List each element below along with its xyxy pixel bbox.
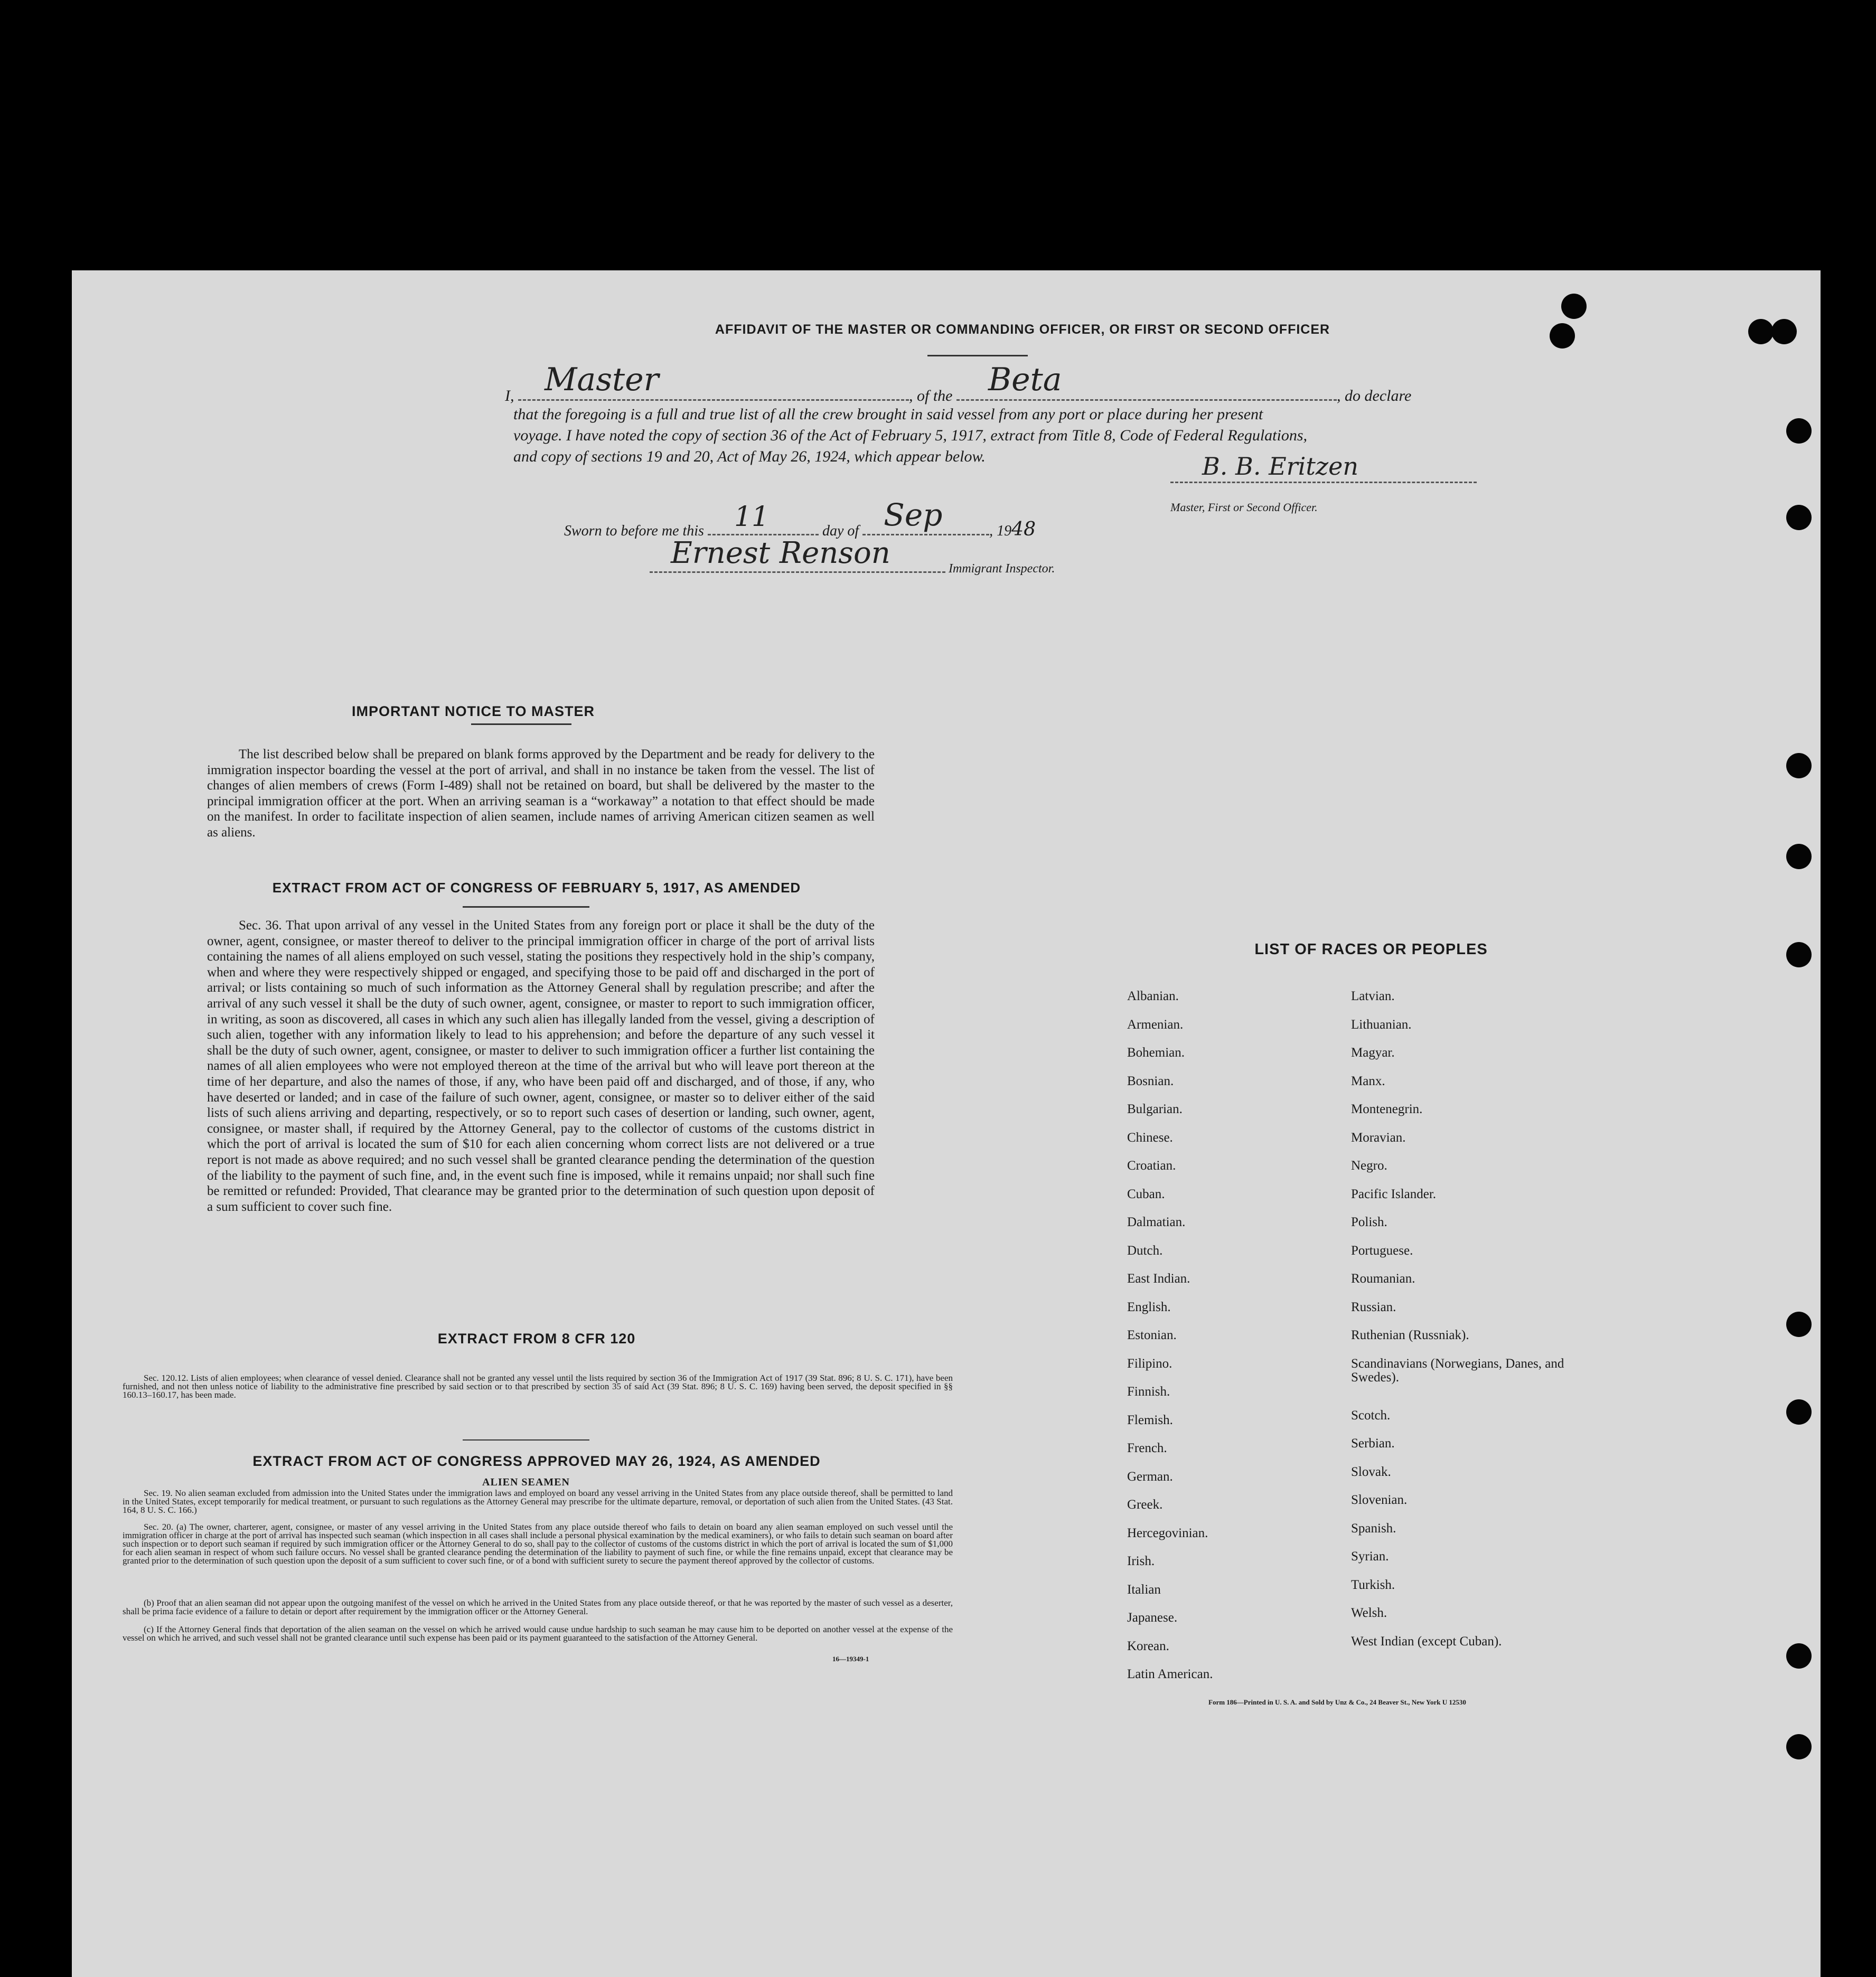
- divider: [471, 723, 571, 725]
- sworn-line: Sworn to before me this 11 day of Sep , 1948: [564, 497, 1036, 540]
- notice-title: IMPORTANT NOTICE TO MASTER: [352, 703, 595, 719]
- race-item: Russian.: [1351, 1300, 1396, 1314]
- race-item: Irish.: [1127, 1554, 1155, 1568]
- day-of-label: day of: [822, 523, 859, 539]
- race-item: Latin American.: [1127, 1667, 1213, 1681]
- officer-field: [518, 361, 909, 401]
- officer-signature-field: [1170, 452, 1477, 483]
- binder-hole: [1786, 942, 1812, 967]
- inspector-signature-field: [650, 536, 945, 573]
- divider: [927, 355, 1028, 356]
- declaration-body-1: that the foregoing is a full and true list of all the crew brought in said vessel from any port or place during her present: [513, 406, 1263, 423]
- race-item: Serbian.: [1351, 1436, 1395, 1451]
- race-item: Croatian.: [1127, 1159, 1176, 1173]
- race-item: Turkish.: [1351, 1577, 1395, 1592]
- extract-1924-sec19: Sec. 19. No alien seaman excluded from admission into the United States under the immigration laws and employed on board any vessel arriving in the United States from any place outside thereof, shall be permitted to land in the United States, except temporarily for medical treatment, or pursuant to such regulations as the Attorney General may prescribe for the ultimate departure, removal, or deportation of such alien from the United States. (43 Stat. 164, 8 U. S. C. 166.): [123, 1488, 953, 1515]
- extract-1924-sec20b: (b) Proof that an alien seaman did not appear upon the outgoing manifest of the vessel on which he arrived in the United States from any place outside thereof, or that he was reported by the master of such vessel as a deserter, shall be prima facie evidence of a failure to detain or deport after requirement by the immigration officer or the Attorney General.: [123, 1598, 953, 1616]
- officer-signature: B. B. Eritzen: [1202, 452, 1358, 481]
- race-item: Bosnian.: [1127, 1074, 1174, 1088]
- inspector-label: Immigrant Inspector.: [949, 562, 1055, 576]
- race-item: Latvian.: [1351, 989, 1395, 1003]
- year-handwritten: 48: [1011, 519, 1036, 540]
- officer-handwritten: Master: [545, 361, 659, 398]
- race-item: Slovenian.: [1351, 1493, 1408, 1507]
- day-field: [708, 501, 819, 535]
- race-item: Roumanian.: [1351, 1272, 1415, 1286]
- race-item: Pacific Islander.: [1351, 1187, 1437, 1201]
- race-item: Armenian.: [1127, 1017, 1184, 1032]
- race-item: Finnish.: [1127, 1385, 1170, 1399]
- declaration-body-2: voyage. I have noted the copy of section 36 of the Act of February 5, 1917, extract from Title 8, Code of Federal Regulations,: [513, 427, 1308, 444]
- race-item: Syrian.: [1351, 1549, 1389, 1564]
- race-item: French.: [1127, 1441, 1167, 1455]
- race-item: Greek.: [1127, 1498, 1163, 1512]
- binder-hole: [1786, 505, 1812, 530]
- day-handwritten: 11: [734, 501, 770, 533]
- race-item: Chinese.: [1127, 1130, 1173, 1145]
- race-item: West Indian (except Cuban).: [1351, 1634, 1502, 1649]
- races-title: LIST OF RACES OR PEOPLES: [1254, 941, 1488, 958]
- race-item: Japanese.: [1127, 1611, 1178, 1625]
- binder-hole: [1786, 844, 1812, 869]
- race-item: English.: [1127, 1300, 1171, 1314]
- extract-1924-title: EXTRACT FROM ACT OF CONGRESS APPROVED MAY 26, 1924, AS AMENDED: [252, 1453, 821, 1469]
- race-item: Bohemian.: [1127, 1046, 1185, 1060]
- race-item: Hercegovinian.: [1127, 1526, 1208, 1540]
- races-list-right: [1351, 990, 1594, 1663]
- race-item: Bulgarian.: [1127, 1102, 1183, 1116]
- race-item: Flemish.: [1127, 1413, 1173, 1427]
- inspector-signature: Ernest Renson: [671, 536, 890, 570]
- race-item: German.: [1127, 1469, 1173, 1484]
- month-field: [862, 497, 989, 535]
- binder-hole: [1561, 294, 1587, 319]
- form-page: [72, 270, 1821, 1977]
- binder-hole: [1786, 1734, 1812, 1759]
- affidavit-title: AFFIDAVIT OF THE MASTER OR COMMANDING OFFICER, OR FIRST OR SECOND OFFICER: [715, 322, 1330, 337]
- race-item: Italian: [1127, 1582, 1161, 1597]
- printer-imprint: Form 186—Printed in U. S. A. and Sold by Unz & Co., 24 Beaver St., New York U 12530: [1208, 1698, 1466, 1706]
- vessel-field: [956, 361, 1337, 401]
- race-item: Welsh.: [1351, 1606, 1387, 1620]
- race-item: Scandinavians (Norwegians, Danes, and Swedes).: [1351, 1356, 1564, 1385]
- race-item: Manx.: [1351, 1074, 1385, 1088]
- declaration-line: I, Master , of the Beta , do declare: [505, 361, 1412, 404]
- race-item: Scotch.: [1351, 1408, 1391, 1423]
- extract-cfr-title: EXTRACT FROM 8 CFR 120: [437, 1331, 636, 1347]
- race-item: Polish.: [1351, 1215, 1387, 1229]
- race-item: East Indian.: [1127, 1272, 1190, 1286]
- declaration-body-3: and copy of sections 19 and 20, Act of May 26, 1924, which appear below.: [513, 448, 986, 465]
- binder-hole: [1748, 319, 1774, 344]
- extract-1924-sec20a: Sec. 20. (a) The owner, charterer, agent, consignee, or master of any vessel arriving in the United States from any place outside thereof who fails to detain on board any alien seaman employed on such vessel until the immigration officer in charge at the port of arrival has inspected such seaman (which inspection in all cases shall include a personal physical examination by the medical examiners), or who fails to detain such seaman on board after such inspection or to deport such seaman if required by such immigration officer or the Attorney General to do so, shall pay to the collector of customs of the customs district in which the port of arrival is located the sum of $1,000 for each alien seaman in respect of whom such failure occurs. No vessel shall be granted clearance pending the determination of the liability to payment of such fine, or while the fine remains unpaid, except that clearance may be granted prior to the determination of such question upon the deposit of a sum sufficient to cover such fine, or of a bond with sufficient surety to secure the payment thereof approved by the collector of customs.: [123, 1522, 953, 1566]
- divider: [463, 906, 589, 908]
- race-item: Portuguese.: [1351, 1243, 1413, 1258]
- race-item: Montenegrin.: [1351, 1102, 1423, 1116]
- binder-hole: [1786, 753, 1812, 778]
- race-item: Spanish.: [1351, 1521, 1396, 1536]
- binder-hole: [1771, 319, 1797, 344]
- divider: [463, 1439, 589, 1441]
- race-item: Ruthenian (Russniak).: [1351, 1328, 1469, 1342]
- of-the-label: of the: [917, 387, 953, 404]
- race-item: Dalmatian.: [1127, 1215, 1186, 1229]
- race-item: Lithuanian.: [1351, 1017, 1412, 1032]
- binder-hole: [1550, 323, 1575, 349]
- race-item: Dutch.: [1127, 1243, 1163, 1258]
- year-prefix: 19: [997, 523, 1012, 539]
- form-number: 16—19349-1: [832, 1655, 869, 1663]
- extract-1924-subtitle: ALIEN SEAMEN: [482, 1476, 570, 1488]
- do-declare-label: do declare: [1345, 387, 1412, 404]
- pronoun: I,: [505, 387, 514, 404]
- officer-signature-label: Master, First or Second Officer.: [1170, 501, 1318, 514]
- binder-hole: [1786, 1312, 1812, 1337]
- race-item: Estonian.: [1127, 1328, 1177, 1342]
- binder-hole: [1786, 1643, 1812, 1669]
- race-item: Magyar.: [1351, 1046, 1395, 1060]
- extract-1917-title: EXTRACT FROM ACT OF CONGRESS OF FEBRUARY 5, 1917, AS AMENDED: [272, 880, 801, 896]
- race-item: Filipino.: [1127, 1356, 1172, 1371]
- race-item: Slovak.: [1351, 1464, 1391, 1479]
- vessel-handwritten: Beta: [988, 361, 1062, 398]
- notice-body: The list described below shall be prepared on blank forms approved by the Department and be ready for delivery to the immigration inspector boarding the vessel at the port of arrival, and shall in no instance be taken from the vessel. The list of changes of alien members of crews (Form I-489) shall not be retained on board, but shall be delivered by the master to the principal immigration officer at the port. When an arriving seaman is a “workaway” a notation to that effect should be made on the manifest. In order to facilitate inspection of alien seamen, include names of arriving American citizen seamen as well as aliens.: [207, 747, 875, 840]
- extract-cfr-body: Sec. 120.12. Lists of alien employees; when clearance of vessel denied. Clearance shall not be granted any vessel until the lists required by section 36 of the Immigration Act of 1917 (39 Stat. 896; 8 U. S. C. 171), have been furnished, and not then unless notice of liability to the administrative fine prescribed by said section or to that prescribed by section 35 of said Act (39 Stat. 896; 8 U. S. C. 169) having been served, the deposit specified in §§ 160.13–160.17, has been made.: [123, 1373, 953, 1400]
- race-item: Korean.: [1127, 1639, 1169, 1653]
- binder-hole: [1786, 418, 1812, 444]
- binder-hole: [1786, 1399, 1812, 1425]
- sworn-prefix: Sworn to before me this: [564, 523, 704, 539]
- extract-1924-sec20c: (c) If the Attorney General finds that deportation of the alien seaman on the vessel on which he arrived would cause undue hardship to such seaman he may cause him to be deported on another vessel at the expense of the vessel on which he arrived, and such vessel shall not be granted clearance until such expense has been paid or its payment guaranteed to the satisfaction of the Attorney General.: [123, 1624, 953, 1643]
- extract-1917-body: Sec. 36. That upon arrival of any vessel in the United States from any foreign port or place it shall be the duty of the owner, agent, consignee, or master thereof to deliver to the principal immigration officer in charge of the port of arrival lists containing the names of all aliens employed on such vessel, stating the positions they respectively hold in the ship’s company, when and where they were respectively shipped or engaged, and specifying those to be paid off and discharged in the port of arrival; or lists containing so much of such information as the Attorney General shall by regulation prescribe; and after the arrival of any such vessel it shall be the duty of such owner, agent, consignee, or master to report to such immigration officer, in writing, as soon as discovered, all cases in which any such alien has illegally landed from the vessel, giving a description of such alien, together with any information likely to lead to his apprehension; and before the departure of any such vessel it shall be the duty of such owner, agent, consignee, or master to deliver to such immigration officer a further list containing the names of all alien employees who were not employed thereon at the time of the arrival but who will leave port thereon at the time of her departure, and also the names of those, if any, who have been paid off and discharged, and of those, if any, who have deserted or landed; and in case of the failure of such owner, agent, consignee, or master so to deliver either of the said lists of such aliens arriving and departing, respectively, or so to report such cases of desertion or landing, such owner, agent, consignee, or master shall, if required by the Attorney General, pay to the collector of customs of the customs district in which the port of arrival is located the sum of $10 for each alien concerning whom correct lists are not delivered or a true report is not made as above required; and no such vessel shall be granted clearance pending the determination of the question of the liability to the payment of such fine, and, in the event such fine is imposed, while it remains unpaid; nor shall such fine be remitted or refunded: Provided, That clearance may be granted prior to the determination of such question upon deposit of a sum sufficient to cover such fine.: [207, 918, 875, 1214]
- races-list-left: [1127, 990, 1359, 1696]
- race-item: Moravian.: [1351, 1130, 1406, 1145]
- race-item: Albanian.: [1127, 989, 1179, 1003]
- month-handwritten: Sep: [884, 497, 943, 533]
- race-item: Negro.: [1351, 1159, 1387, 1173]
- race-item: Cuban.: [1127, 1187, 1165, 1201]
